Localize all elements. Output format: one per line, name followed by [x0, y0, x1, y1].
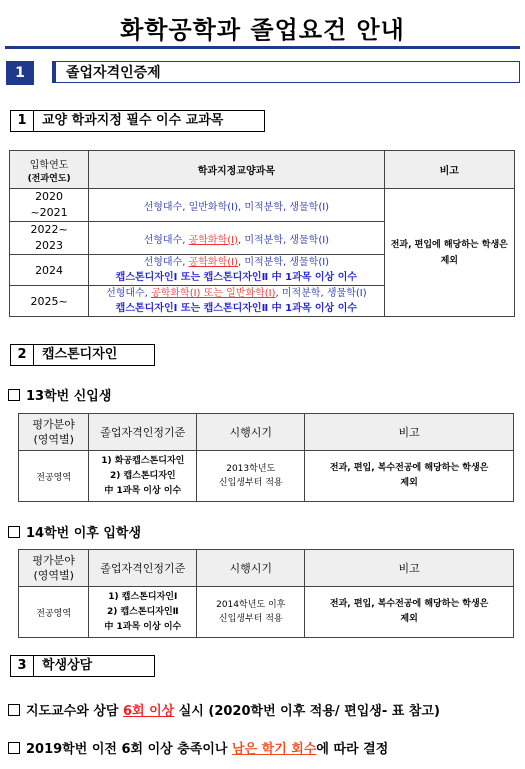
year-cell [10, 222, 89, 255]
year-cell: 2024 [10, 255, 89, 286]
courses-cell [89, 255, 384, 286]
note-line: 제외 [400, 614, 418, 624]
header-area-line1: 평가분야 [32, 418, 75, 431]
courses-cell [89, 222, 384, 255]
subsection-header-required-courses [10, 110, 265, 132]
course-highlight: 공학화학(Ⅰ) [188, 234, 238, 246]
subsection-header-counseling [10, 655, 155, 677]
note-cell [305, 451, 514, 502]
criteria-cell [89, 451, 197, 502]
section-number: 1 [6, 61, 34, 85]
course-text: 선형대수, [143, 234, 189, 246]
rule-text: 2019학번 이전 6회 이상 충족이나 [26, 742, 232, 757]
course-text: , 미적분학, 생물학(Ⅰ) [275, 288, 367, 299]
criteria-line: 1) 캡스톤디자인Ⅰ [108, 591, 178, 602]
required-courses-table [9, 150, 515, 317]
note-cell [384, 189, 514, 317]
header-admission-year [10, 151, 89, 189]
header-courses: 학과지정교양과목 [89, 151, 384, 189]
year-cell [10, 189, 89, 222]
rule-text: 실시 (2020학번 이후 적용/ 편입생- 표 참고) [174, 704, 440, 719]
time-cell [197, 451, 305, 502]
header-note: 비고 [305, 550, 514, 587]
course-text: 선형대수, [106, 288, 152, 299]
header-year-line2: (전과연도) [27, 173, 71, 184]
subsection-number: 1 [11, 111, 34, 131]
year-line2: 2023 [35, 239, 64, 252]
time-line: 신입생부터 적용 [218, 478, 283, 488]
capstone-table-14 [18, 549, 514, 638]
title-divider [5, 46, 520, 49]
header-note: 비고 [384, 151, 514, 189]
header-time: 시행시기 [197, 414, 305, 451]
subsection-number: 3 [11, 656, 34, 676]
header-note: 비고 [305, 414, 514, 451]
subsection-number: 2 [11, 345, 34, 365]
table-row [19, 587, 514, 638]
header-area [19, 414, 89, 451]
criteria-cell [89, 587, 197, 638]
header-criteria: 졸업자격인정기준 [89, 550, 197, 587]
criteria-line: 中 1과목 이상 이수 [104, 621, 182, 632]
rule-text: 에 따라 결정 [316, 742, 389, 757]
page-title: 화학공학과 졸업요건 안내 [120, 16, 405, 44]
area-cell: 전공영역 [19, 451, 89, 502]
time-line: 신입생부터 적용 [218, 614, 283, 624]
course-extra: 캡스톤디자인Ⅰ 또는 캡스톤디자인Ⅱ 中 1과목 이상 이수 [115, 272, 358, 283]
criteria-line: 1) 화공캡스톤디자인 [101, 455, 185, 466]
counseling-rule-2 [8, 738, 388, 757]
header-year-line1: 입학연도 [29, 159, 69, 171]
note-line: 전과, 편입, 복수전공에 해당하는 학생은 [329, 599, 489, 609]
header-area-line2: (영역별) [33, 569, 74, 582]
courses-cell [89, 286, 384, 317]
course-extra: 캡스톤디자인Ⅰ 또는 캡스톤디자인Ⅱ 中 1과목 이상 이수 [115, 303, 358, 314]
course-text: , 미적분학, 생물학(Ⅰ) [238, 257, 330, 268]
year-line2: ~2021 [30, 206, 68, 219]
section-header-graduation-certification [6, 61, 516, 85]
time-line: 2013학년도 [226, 464, 276, 474]
check-label: 14학번 이후 입학생 [26, 526, 142, 541]
note-line: 전과, 편입, 복수전공에 해당하는 학생은 [329, 463, 489, 473]
course-text: , 미적분학, 생물학(Ⅰ) [238, 234, 330, 246]
rule-highlight: 남은 학기 회수 [232, 742, 317, 757]
check-label: 13학번 신입생 [26, 389, 112, 404]
year-cell: 2025~ [10, 286, 89, 317]
checkbox-icon [8, 704, 20, 716]
header-area-line1: 평가분야 [32, 554, 75, 567]
section-label: 졸업자격인증제 [52, 61, 520, 83]
check-item-13 [8, 385, 111, 404]
area-cell: 전공영역 [19, 587, 89, 638]
table-row [10, 189, 515, 222]
note-line: 제외 [400, 478, 418, 488]
subsection-label: 학생상담 [42, 658, 93, 673]
course-highlight: 공학화학(Ⅰ) 또는 일반화학(Ⅰ) [151, 288, 276, 299]
checkbox-icon [8, 526, 20, 538]
courses-cell [89, 189, 384, 222]
time-line: 2014학년도 이후 [216, 600, 286, 610]
header-area-line2: (영역별) [33, 433, 74, 446]
rule-highlight: 6회 이상 [122, 704, 175, 719]
subsection-label: 캡스톤디자인 [42, 347, 118, 362]
header-time: 시행시기 [197, 550, 305, 587]
year-line1: 2022~ [30, 223, 68, 236]
time-cell [197, 587, 305, 638]
criteria-line: 中 1과목 이상 이수 [104, 485, 182, 496]
checkbox-icon [8, 742, 20, 754]
header-criteria: 졸업자격인정기준 [89, 414, 197, 451]
counseling-rule-1 [8, 700, 440, 719]
note-text: 전과, 편입에 해당하는 학생은 제외 [390, 239, 508, 266]
note-cell [305, 587, 514, 638]
criteria-line: 2) 캡스톤디자인Ⅱ [106, 606, 179, 617]
year-line1: 2020 [35, 190, 64, 203]
checkbox-icon [8, 389, 20, 401]
header-area [19, 550, 89, 587]
course-highlight: 공학화학(Ⅰ) [188, 257, 238, 268]
table-row [19, 451, 514, 502]
capstone-table-13 [18, 413, 514, 502]
subsection-label: 교양 학과지정 필수 이수 교과목 [42, 113, 224, 128]
course-text: 선형대수, 일반화학(Ⅰ), 미적분학, 생물학(Ⅰ) [143, 201, 330, 213]
course-text: 선형대수, [143, 257, 189, 268]
check-item-14 [8, 522, 141, 541]
subsection-header-capstone [10, 344, 155, 366]
criteria-line: 2) 캡스톤디자인 [109, 470, 176, 481]
rule-text: 지도교수와 상담 [26, 704, 123, 719]
